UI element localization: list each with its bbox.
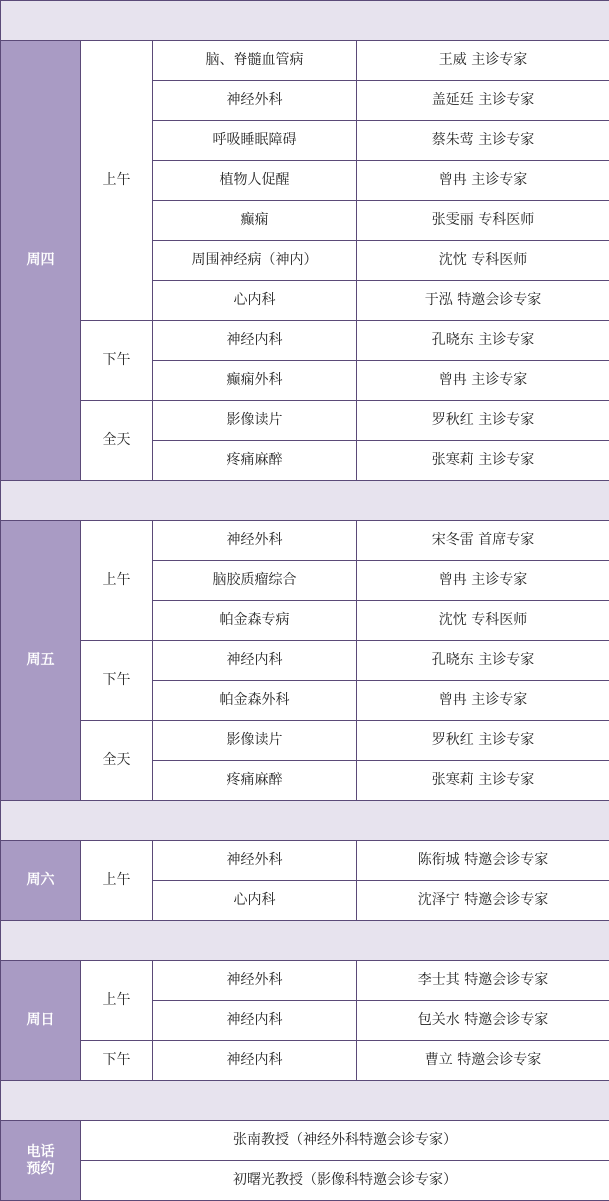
- doctor-cell: 张寒莉 主诊专家: [357, 441, 609, 481]
- spacer-row: [1, 481, 609, 521]
- period-allday: 全天: [81, 721, 153, 801]
- dept-cell: 神经内科: [153, 321, 357, 361]
- table-row: [1, 1121, 609, 1161]
- doctor-cell: 孔晓东 主诊专家: [357, 321, 609, 361]
- doctor-cell: 沈忱 专科医师: [357, 241, 609, 281]
- phone-appointment-label: [1, 1121, 81, 1201]
- day-label: 周四: [26, 252, 55, 269]
- table-row: [1, 401, 609, 441]
- spacer-cell: [1, 1081, 609, 1121]
- period-morning: 上午: [81, 521, 153, 641]
- day-label: 周日: [26, 1012, 55, 1029]
- day-friday: [1, 521, 81, 801]
- doctor-cell: 曾冉 主诊专家: [357, 361, 609, 401]
- dept-cell: 心内科: [153, 281, 357, 321]
- doctor-cell: 蔡朱莺 主诊专家: [357, 121, 609, 161]
- spacer-cell: [1, 1, 609, 41]
- spacer-row: [1, 1081, 609, 1121]
- spacer-row: [1, 1, 609, 41]
- table-row: [1, 721, 609, 761]
- table-row: [1, 321, 609, 361]
- dept-cell: 神经外科: [153, 841, 357, 881]
- phone-expert-row: 初曙光教授（影像科特邀会诊专家）: [81, 1161, 609, 1201]
- dept-cell: 神经内科: [153, 1001, 357, 1041]
- table-row: [1, 1041, 609, 1081]
- dept-cell: 疼痛麻醉: [153, 761, 357, 801]
- doctor-cell: 曹立 特邀会诊专家: [357, 1041, 609, 1081]
- doctor-cell: 王威 主诊专家: [357, 41, 609, 81]
- dept-cell: 周围神经病（神内）: [153, 241, 357, 281]
- doctor-cell: 宋冬雷 首席专家: [357, 521, 609, 561]
- doctor-cell: 张雯丽 专科医师: [357, 201, 609, 241]
- doctor-cell: 沈泽宁 特邀会诊专家: [357, 881, 609, 921]
- doctor-cell: 罗秋红 主诊专家: [357, 721, 609, 761]
- doctor-cell: 孔晓东 主诊专家: [357, 641, 609, 681]
- dept-cell: 脑、脊髓血管病: [153, 41, 357, 81]
- period-morning: 上午: [81, 841, 153, 921]
- table-row: [1, 841, 609, 881]
- spacer-cell: [1, 921, 609, 961]
- spacer-cell: [1, 801, 609, 841]
- doctor-cell: 盖延廷 主诊专家: [357, 81, 609, 121]
- period-allday: 全天: [81, 401, 153, 481]
- period-morning: 上午: [81, 961, 153, 1041]
- dept-cell: 心内科: [153, 881, 357, 921]
- doctor-cell: 曾冉 主诊专家: [357, 681, 609, 721]
- dept-cell: 脑胶质瘤综合: [153, 561, 357, 601]
- doctor-cell: 沈忱 专科医师: [357, 601, 609, 641]
- doctor-cell: 李士其 特邀会诊专家: [357, 961, 609, 1001]
- day-thursday: [1, 41, 81, 481]
- period-afternoon: 下午: [81, 1041, 153, 1081]
- day-sunday: [1, 961, 81, 1081]
- period-morning: 上午: [81, 41, 153, 321]
- spacer-row: [1, 801, 609, 841]
- doctor-cell: 陈衔城 特邀会诊专家: [357, 841, 609, 881]
- dept-cell: 影像读片: [153, 401, 357, 441]
- day-label: 周六: [26, 872, 55, 889]
- dept-cell: 影像读片: [153, 721, 357, 761]
- dept-cell: 神经内科: [153, 641, 357, 681]
- spacer-cell: [1, 481, 609, 521]
- doctor-cell: 张寒莉 主诊专家: [357, 761, 609, 801]
- dept-cell: 神经外科: [153, 521, 357, 561]
- table-row: [1, 961, 609, 1001]
- period-afternoon: 下午: [81, 641, 153, 721]
- dept-cell: 癫痫外科: [153, 361, 357, 401]
- spacer-row: [1, 921, 609, 961]
- day-label: 周五: [26, 652, 55, 669]
- phone-expert-row: 张南教授（神经外科特邀会诊专家）: [81, 1121, 609, 1161]
- dept-cell: 神经内科: [153, 1041, 357, 1081]
- dept-cell: 疼痛麻醉: [153, 441, 357, 481]
- table-row: [1, 521, 609, 561]
- doctor-cell: 罗秋红 主诊专家: [357, 401, 609, 441]
- dept-cell: 癫痫: [153, 201, 357, 241]
- dept-cell: 植物人促醒: [153, 161, 357, 201]
- phone-label: 电话 预约: [26, 1143, 55, 1177]
- dept-cell: 神经外科: [153, 961, 357, 1001]
- dept-cell: 帕金森外科: [153, 681, 357, 721]
- doctor-cell: 于泓 特邀会诊专家: [357, 281, 609, 321]
- table-row: [1, 1161, 609, 1201]
- table-row: [1, 641, 609, 681]
- table-row: [1, 41, 609, 81]
- dept-cell: 神经外科: [153, 81, 357, 121]
- doctor-cell: 包关水 特邀会诊专家: [357, 1001, 609, 1041]
- dept-cell: 帕金森专病: [153, 601, 357, 641]
- doctor-cell: 曾冉 主诊专家: [357, 161, 609, 201]
- doctor-cell: 曾冉 主诊专家: [357, 561, 609, 601]
- period-afternoon: 下午: [81, 321, 153, 401]
- day-saturday: [1, 841, 81, 921]
- dept-cell: 呼吸睡眠障碍: [153, 121, 357, 161]
